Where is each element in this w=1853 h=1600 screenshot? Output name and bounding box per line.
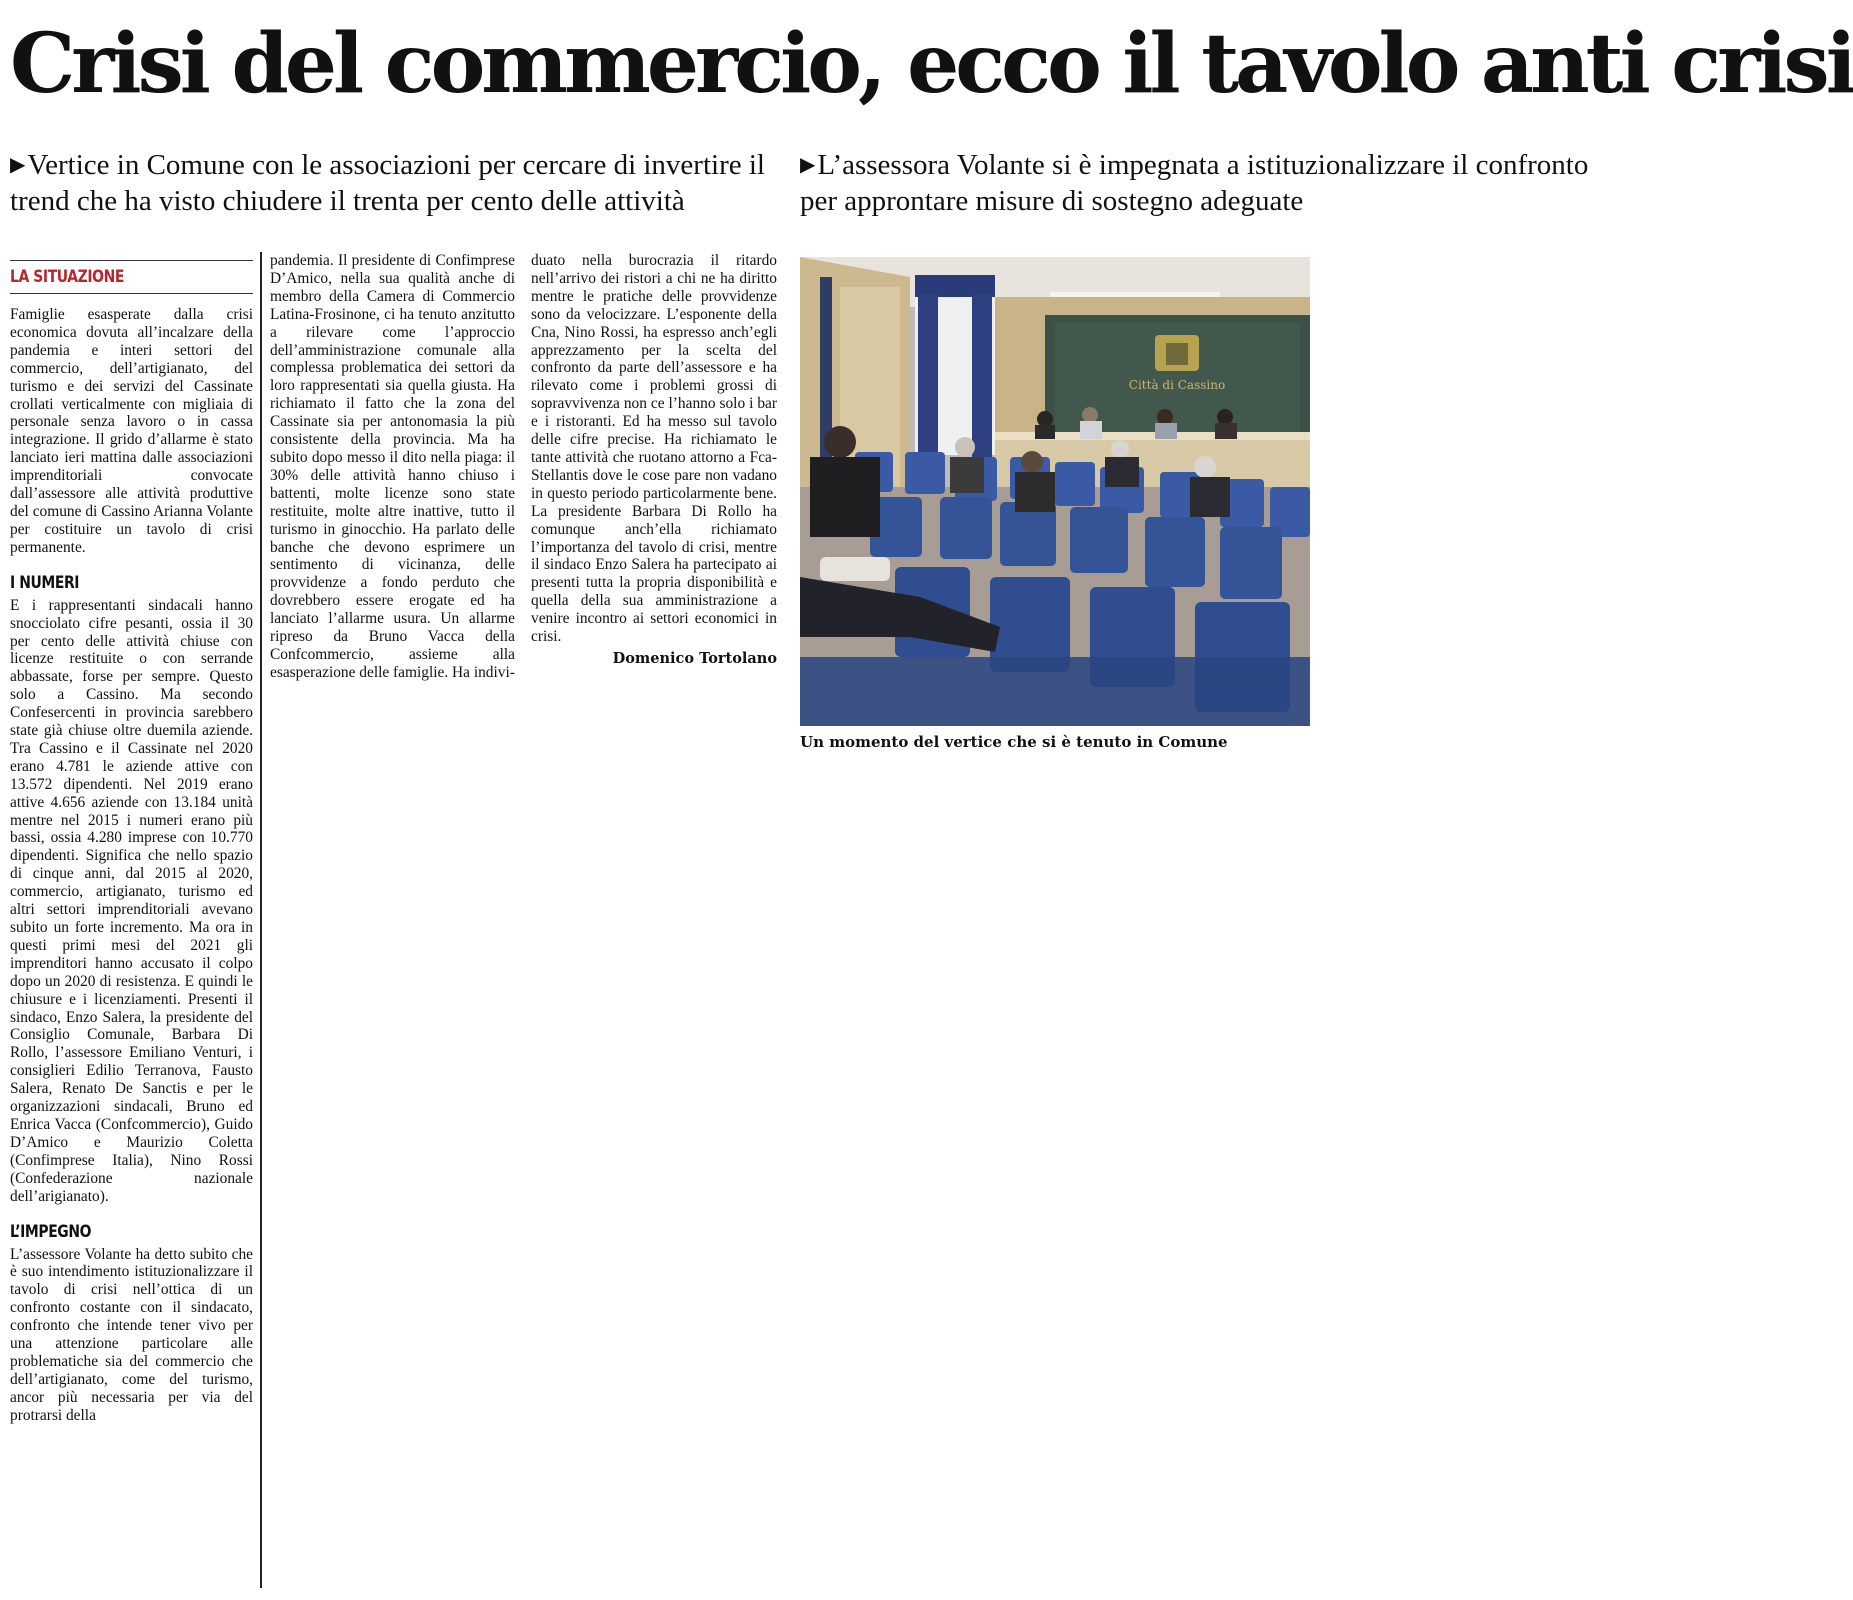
body-numeri: E i rappresentanti sindacali hanno snocciolato cifre pesanti, ossia il 30 per cento delle attività chiuse con licenze restituite o con serrande abbassate, forse per sempre. Questo solo a Cassino. Ma secondo Confesercenti in provincia sarebbero state già chiuse oltre duemila aziende. Tra Cassino e il Cassinate nel 2020 erano 4.781 le aziende attive con 13.572 dipendenti. Nel 2019 erano attive 4.656 aziende con 13.184 unità mentre nel 2015 i numeri erano più bassi, ossia 4.280 imprese con 10.770 dipendenti. Significa che nello spazio di cinque anni, dal 2015 al 2020, commercio, artigianato, turismo ed altri settori imprenditoriali avevano subito un forte incremento. Ma ora in questi primi mesi del 2021 gli imprenditori hanno accusato il colpo dopo un 2020 di resistenza. E quindi le chiusure e i licenziamenti. Presenti il sindaco, Enzo Salera, la presidente del Consiglio Comunale, Barbara Di Rollo, l’assessore Emiliano Venturi, i consiglieri Edilio Terranova, Fausto Salera, Renato De Sanctis e per le organizzazioni sindacali, Bruno ed Enrica Vacca (Confcommercio), Guido D’Amico e Maurizio Coletta (Confimprese Italia), Nino Rossi (Confederazione nazionale dell’arigianato). — [10, 596, 253, 1205]
column-divider — [260, 252, 262, 1588]
column-1 — [10, 260, 253, 1425]
body-impegno: L’assessore Volante ha detto subito che è suo intendimento istituzionalizzare il tavolo di crisi nell’ottica di un confronto costante con il sindacato, confronto che intende tener vivo per una attenzione particolare alle problematiche sia del commercio che dell’artigianato, come del turismo, ancor più necessaria per via del protrarsi della — [10, 1245, 253, 1424]
photo-caption: Un momento del vertice che si è tenuto in Comune — [800, 733, 1228, 751]
kicker-impegno: L’IMPEGNO — [10, 1221, 92, 1242]
deck-right — [800, 146, 1590, 219]
headline: Crisi del commercio, ecco il tavolo anti crisi — [10, 16, 1853, 112]
body-situazione: Famiglie esasperate dalla crisi economica dovuta all’incalzare della pandemia e interi settori del commercio, dell’artigianato, del turismo e dei servizi del Cassinate crollati verticalmente con migliaia di personale senza lavoro o in cassa integrazione. Il grido d’allarme è stato lanciato ieri mattina dalle associazioni imprenditoriali convocate dall’assessore alle attività produttive del comune di Cassino Arianna Volante per costituire un tavolo di crisi permanente. — [10, 306, 253, 556]
byline: Domenico Tortolano — [612, 649, 777, 667]
kicker-rule — [10, 260, 253, 261]
deck-right-text: L’assessora Volante si è impegnata a istituzionalizzare il confronto per approntare misure di sostegno adeguate — [800, 149, 1589, 217]
body-column-3: duato nella burocrazia il ritardo nell’arrivo dei ristori a chi ne ha diritto mentre le pratiche delle provvidenze sono da velocizzare. L’esponente della Cna, Nino Rossi, ha espresso anch’egli apprezzamento per la scelta del confronto da parte dell’assessore e ha rilevato come i problemi grossi di sopravvivenza non ce l’hanno solo i bar e i ristoranti. Ed ha messo sul tavolo delle cifre precise. Ha richiamato le tante attività che ruotano attorno a Fca-Stellantis dove le cose pare non vadano in questo periodo particolarmente bene. La presidente Barbara Di Rollo ha comunque anch’ella richiamato l’importanza del tavolo di crisi, mentre il sindaco Enzo Salera ha partecipato ai presenti tutta la propria disponibilità e quella della sua amministrazione a venire incontro ai settori economici in crisi. — [531, 252, 777, 646]
column-2 — [270, 252, 515, 682]
wall-sign-text: Città di Cassino — [1128, 378, 1226, 392]
deck-left-text: Vertice in Comune con le associazioni per cercare di invertire il trend che ha visto chiudere il trenta per cento delle attività — [10, 149, 765, 217]
arrow-icon: ▶ — [10, 152, 26, 176]
kicker-rule — [10, 293, 253, 294]
meeting-photo — [800, 257, 1310, 726]
arrow-icon: ▶ — [800, 152, 816, 176]
body-column-2: pandemia. Il presidente di Confimprese D’Amico, nella sua qualità anche di membro della Camera di Commercio Latina-Frosinone, ci ha tenuto anzitutto a rilevare come l’approccio dell’amministrazione comunale alla complessa problematica dei settori da loro rappresentati sia quella giusta. Ha richiamato il fatto che la zona del Cassinate sia per antonomasia la più consistente della provincia. Ma ha subito dopo messo il dito nella piaga: il 30% delle attività hanno chiuso i battenti, molte licenze sono state restituite, molte altre inattive, tutto il turismo in ginocchio. Ha parlato delle banche che devono esprimere un sentimento di vicinanza, delle provvidenze a fondo perduto che dovrebbero essere erogate ed ha lanciato l’allarme usura. Un allarme ripreso da Bruno Vacca della Confcommercio, assieme alla esasperazione delle famiglie. Ha indivi- — [270, 252, 515, 681]
column-3 — [531, 252, 777, 668]
kicker-numeri: I NUMERI — [10, 572, 80, 593]
deck-left — [10, 146, 790, 219]
kicker-situazione: LA SITUAZIONE — [10, 267, 124, 287]
